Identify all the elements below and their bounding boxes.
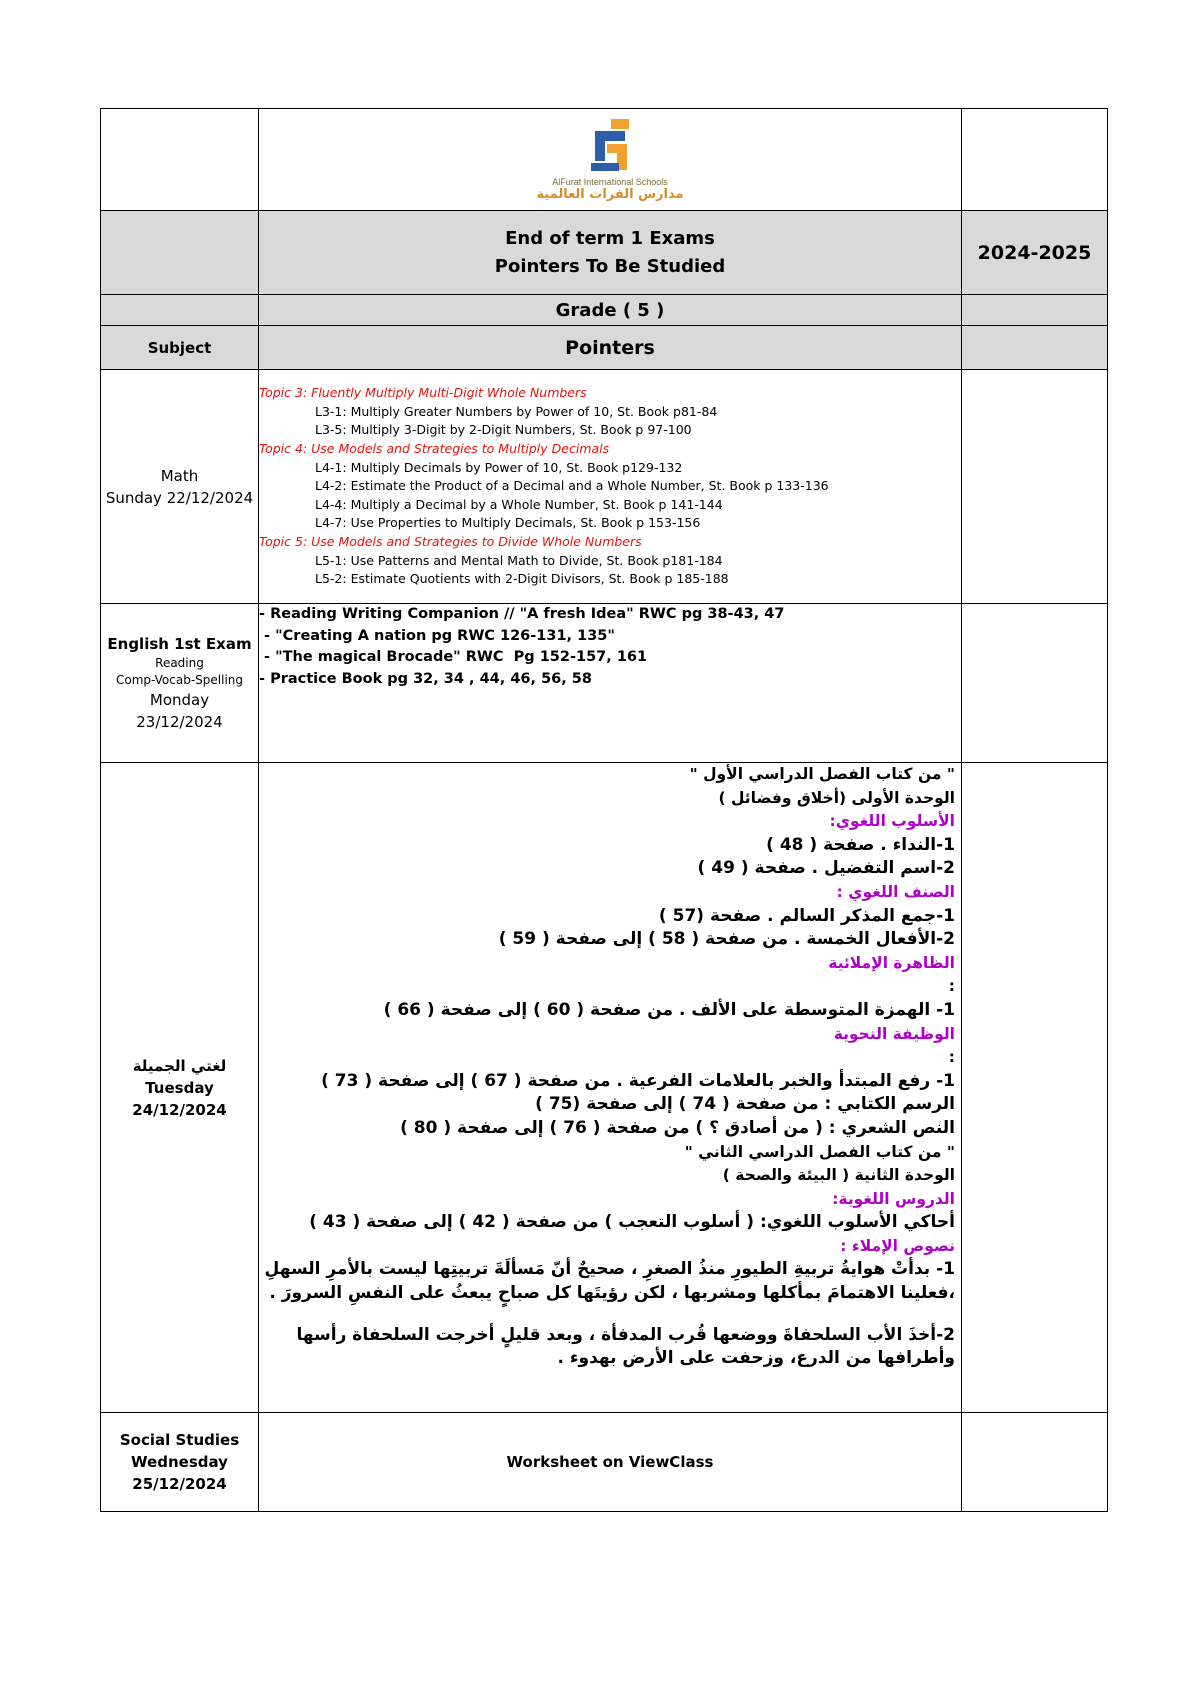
english-subject: English 1st Exam <box>107 635 252 653</box>
math-lesson: L3-1: Multiply Greater Numbers by Power of 10, St. Book p81-84 <box>315 403 718 419</box>
empty-cell <box>962 326 1108 370</box>
arabic-line: النص الشعري : ( من أصادق ؟ ) من صفحة ( 76 ) إلى صفحة ( 80 ) <box>400 1117 955 1138</box>
title-cell <box>259 211 962 295</box>
logo-text-en: AlFurat International Schools <box>552 177 668 187</box>
english-sub1: Reading <box>155 656 204 670</box>
math-row <box>101 370 1108 604</box>
math-pointers <box>259 370 962 604</box>
title-line-2: Pointers To Be Studied <box>494 255 726 277</box>
math-date: Sunday 22/12/2024 <box>105 488 254 507</box>
arabic-section-heading: الوظيفة النحوية <box>833 1024 955 1043</box>
arabic-line: " من كتاب الفصل الدراسي الأول " <box>689 765 955 783</box>
arabic-day: Tuesday <box>145 1078 214 1097</box>
empty-cell <box>101 211 259 295</box>
arabic-date: 24/12/2024 <box>132 1100 227 1119</box>
arabic-section-heading: الأسلوب اللغوي: <box>829 812 955 831</box>
math-lesson: L4-7: Use Properties to Multiply Decimals, St. Book p 153-156 <box>315 515 701 531</box>
arabic-subject-cell <box>101 763 259 1413</box>
english-line: - Reading Writing Companion // "A fresh Idea" RWC pg 38-43, 47 <box>259 606 785 622</box>
school-logo <box>259 117 961 202</box>
empty-cell <box>962 370 1108 604</box>
arabic-line: : <box>948 977 955 996</box>
logo-text-ar: مدارس الفرات العالمية <box>536 187 684 202</box>
math-subject: Math <box>160 466 199 485</box>
title-line-1: End of term 1 Exams <box>505 227 715 249</box>
math-lesson: L5-2: Estimate Quotients with 2-Digit Divisors, St. Book p 185-188 <box>315 571 729 587</box>
arabic-subject: لغتي الجميلة <box>132 1056 227 1075</box>
arabic-section-heading: الظاهرة الإملائية <box>828 953 955 972</box>
math-topic: Topic 3: Fluently Multiply Multi-Digit Whole Numbers <box>259 385 587 401</box>
arabic-line: 2-اسم التفضيل . صفحة ( 49 ) <box>697 858 955 879</box>
arabic-line: 2-أخذَ الأب السلحفاةَ ووضعها قُرب المدفأة ، وبعد قليلٍ أخرجت السلحفاة رأسها وأطرافها من الدرع، وزحفت على الأرض بهدوء . <box>296 1324 955 1369</box>
math-lesson: L4-4: Multiply a Decimal by a Whole Number, St. Book p 141-144 <box>315 496 723 512</box>
english-day: Monday <box>149 691 210 709</box>
math-lesson: L3-5: Multiply 3-Digit by 2-Digit Numbers, St. Book p 97-100 <box>315 422 692 438</box>
subject-header: Subject <box>101 326 259 370</box>
social-subject-cell <box>101 1413 259 1512</box>
empty-cell <box>101 109 259 211</box>
pointers-header: Pointers <box>259 326 962 370</box>
arabic-line: الرسم الكتابي : من صفحة ( 74 ) إلى صفحة (75 ) <box>535 1094 955 1115</box>
arabic-line: 1- الهمزة المتوسطة على الألف . من صفحة ( 60 ) إلى صفحة ( 66 ) <box>383 999 955 1020</box>
empty-cell <box>962 763 1108 1413</box>
logo-cell <box>259 109 962 211</box>
empty-cell <box>101 295 259 326</box>
english-date: 23/12/2024 <box>136 713 223 731</box>
math-topic: Topic 5: Use Models and Strategies to Divide Whole Numbers <box>259 533 642 549</box>
arabic-line: : <box>948 1048 955 1067</box>
arabic-line: أحاكي الأسلوب اللغوي: ( أسلوب التعجب ) من صفحة ( 42 ) إلى صفحة ( 43 ) <box>309 1212 955 1233</box>
math-lesson: L5-1: Use Patterns and Mental Math to Divide, St. Book p181-184 <box>315 552 723 568</box>
social-day: Wednesday <box>131 1453 228 1471</box>
pointers-table <box>100 108 1108 1512</box>
arabic-line: " من كتاب الفصل الدراسي الثاني " <box>684 1142 955 1161</box>
arabic-section-heading: نصوص الإملاء : <box>840 1236 955 1255</box>
math-lesson: L4-2: Estimate the Product of a Decimal and a Whole Number, St. Book p 133-136 <box>315 478 829 494</box>
english-line: - Practice Book pg 32, 34 , 44, 46, 56, 58 <box>259 670 592 687</box>
arabic-line: 1- بدأتْ هوايةُ تربيةِ الطيورِ منذُ الصغرِ ، صحيحٌ أنّ مَسألَةَ تربيتِها ليست بالأمرِ السهلِ ،فعلينا الاهتمامَ بمأكلها ومشربها ، لكن رؤيتَها كل صباحٍ يبعثُ على النفسِ السرورَ . <box>264 1259 955 1304</box>
english-sub2: Comp-Vocab-Spelling <box>115 673 243 687</box>
logo-row <box>101 109 1108 211</box>
english-line: - "The magical Brocade" RWC Pg 152-157, 161 <box>259 649 648 665</box>
arabic-section-heading: الدروس اللغوية: <box>832 1189 955 1208</box>
social-row <box>101 1413 1108 1512</box>
empty-cell <box>962 295 1108 326</box>
arabic-line: 1- رفع المبتدأ والخبر بالعلامات الفرعية . من صفحة ( 67 ) إلى صفحة ( 73 ) <box>321 1070 955 1091</box>
arabic-line: 1-النداء . صفحة ( 48 ) <box>766 834 955 855</box>
social-pointer: Worksheet on ViewClass <box>259 1413 962 1512</box>
empty-cell <box>962 1413 1108 1512</box>
math-subject-cell <box>101 370 259 604</box>
arabic-row <box>101 763 1108 1413</box>
english-row <box>101 604 1108 763</box>
arabic-section-heading: الصنف اللغوي : <box>836 882 955 901</box>
empty-cell <box>962 604 1108 763</box>
english-pointers <box>259 604 962 763</box>
math-topic: Topic 4: Use Models and Strategies to Multiply Decimals <box>259 441 610 457</box>
social-subject: Social Studies <box>119 1431 240 1449</box>
arabic-pointers <box>259 763 962 1413</box>
social-date: 25/12/2024 <box>132 1475 227 1493</box>
school-year: 2024-2025 <box>962 211 1108 295</box>
empty-cell <box>962 109 1108 211</box>
arabic-line: 1-جمع المذكر السالم . صفحة (57 ) <box>658 905 955 926</box>
arabic-line: 2-الأفعال الخمسة . من صفحة ( 58 ) إلى صفحة ( 59 ) <box>498 929 955 950</box>
english-subject-cell <box>101 604 259 763</box>
english-line: - "Creating A nation pg RWC 126-131, 135" <box>259 627 615 644</box>
alfurat-logo-icon <box>581 117 639 175</box>
arabic-line: الوحدة الأولى (أخلاق وفضائل ) <box>718 788 955 807</box>
title-row <box>101 211 1108 295</box>
column-header-row <box>101 326 1108 370</box>
grade-label: Grade ( 5 ) <box>259 295 962 326</box>
arabic-line: الوحدة الثانية ( البيئة والصحة ) <box>722 1166 955 1185</box>
arabic-line <box>259 1306 955 1324</box>
grade-row <box>101 295 1108 326</box>
math-lesson: L4-1: Multiply Decimals by Power of 10, St. Book p129-132 <box>315 459 683 475</box>
